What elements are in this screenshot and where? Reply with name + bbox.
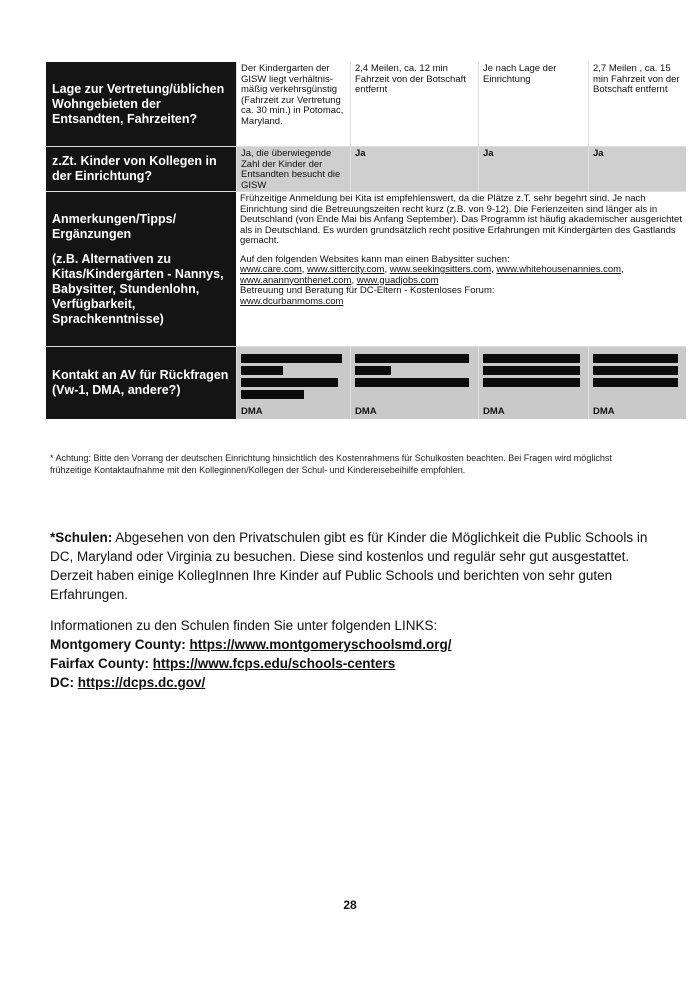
link-sittercity[interactable]: www.sittercity.com bbox=[307, 264, 385, 275]
school-link-row bbox=[50, 654, 660, 673]
school-link-label: DC: bbox=[50, 675, 74, 690]
babysitter-intro: Auf den folgenden Websites kann man einen Babysitter suchen: bbox=[240, 253, 510, 265]
contact-label: DMA bbox=[593, 405, 615, 417]
schools-label: *Schulen: bbox=[50, 530, 113, 545]
redaction-bar bbox=[241, 390, 304, 399]
row-header: z.Zt. Kinder von Kollegen in der Einrichtung? bbox=[46, 147, 236, 191]
table-cell: Ja, die überwiegende Zahl der Kinder der Entsandten besucht die GISW bbox=[236, 147, 350, 191]
babysitter-links: www.care.com, www.sittercity.com, www.seekingsitters.com, www.whitehousenannies.com, www.anannyonthenet.com, www.guadjobs.com bbox=[240, 264, 624, 286]
dc-link[interactable]: https://dcps.dc.gov/ bbox=[77, 675, 206, 690]
tips-paragraph: Frühzeitige Anmeldung bei Kita ist empfehlenswert, da die Plätze z.T. sehr begehrt sind. Je nach Einrichtung sind die Betreuungszeiten recht kurz (z.B. von 9-12). Die Ferienzeiten sind länger als in Deutschland (von Ende Mai bis Anfang September). Das Programm ist häufig akademischer ausgerichtet als in Deutschland. Es wurden grundsätzlich recht positive Erfahrungen mit Kindergärten des Gastlands gemacht. bbox=[240, 193, 682, 246]
redaction-bar bbox=[593, 378, 678, 387]
info-table bbox=[46, 62, 686, 419]
contact-cell bbox=[588, 347, 686, 419]
contact-cell bbox=[350, 347, 478, 419]
table-cell: Der Kindergarten der GISW liegt verhältnis-mäßig verkehrsgünstig (Fahrzeit zur Vertretung ca. 30 min.) in Potomac, Maryland. bbox=[236, 62, 350, 146]
fairfax-link[interactable]: https://www.fcps.edu/schools-centers bbox=[152, 656, 396, 671]
contact-label: DMA bbox=[241, 405, 263, 417]
row-header: Kontakt an AV für Rückfragen (Vw-1, DMA, andere?) bbox=[46, 347, 236, 419]
redaction-bar bbox=[241, 366, 283, 375]
page-number: 28 bbox=[343, 898, 357, 912]
contact-cell bbox=[236, 347, 350, 419]
schools-info: Informationen zu den Schulen finden Sie unter folgenden LINKS: bbox=[50, 618, 438, 633]
link-anannyonthenet[interactable]: www.anannyonthenet.com bbox=[240, 274, 352, 286]
montgomery-link[interactable]: https://www.montgomeryschoolsmd.org/ bbox=[189, 637, 452, 652]
contact-cell bbox=[478, 347, 588, 419]
link-dcurbanmoms[interactable]: www.dcurbanmoms.com bbox=[240, 295, 344, 307]
table-cell: 2,4 Meilen, ca. 12 min Fahrzeit von der Botschaft entfernt bbox=[350, 62, 478, 146]
school-link-label: Fairfax County: bbox=[50, 656, 150, 671]
school-link-row bbox=[50, 635, 660, 654]
contact-label: DMA bbox=[483, 405, 505, 417]
forum-label: Betreuung und Beratung für DC-Eltern - Kostenloses Forum: bbox=[240, 285, 495, 296]
redaction-bar bbox=[355, 378, 469, 387]
table-row bbox=[46, 192, 686, 347]
row-header: Lage zur Vertretung/üblichen Wohngebieten der Entsandten, Fahrzeiten? bbox=[46, 62, 236, 146]
link-whitehousenannies[interactable]: www.whitehousenannies.com bbox=[496, 264, 622, 275]
schools-text: Abgesehen von den Privatschulen gibt es für Kinder die Möglichkeit die Public Schools in DC, Maryland oder Virginia zu besuchen. Diese sind kostenlos und regulär sehr gut ausgestattet. Derzeit haben einige KollegInnen Ihre Kinder auf Public Schools und berichten von sehr guten Erfahrungen. bbox=[50, 530, 648, 602]
table-cell: 2,7 Meilen , ca. 15 min Fahrzeit von der Botschaft entfernt bbox=[588, 62, 686, 146]
table-row bbox=[46, 147, 686, 192]
table-row bbox=[46, 62, 686, 147]
contact-label: DMA bbox=[355, 405, 377, 417]
redaction-bar bbox=[241, 378, 338, 387]
school-link-row bbox=[50, 673, 660, 692]
redaction-bar bbox=[593, 366, 678, 375]
school-link-label: Montgomery County: bbox=[50, 637, 186, 652]
table-row bbox=[46, 347, 686, 419]
table-cell: Ja bbox=[350, 147, 478, 191]
redaction-bar bbox=[355, 366, 391, 375]
tips-cell bbox=[236, 192, 686, 346]
redaction-bar bbox=[355, 354, 469, 363]
link-care[interactable]: www.care.com bbox=[240, 264, 302, 275]
redaction-bar bbox=[483, 366, 580, 375]
link-seekingsitters[interactable]: www.seekingsitters.com bbox=[389, 264, 492, 275]
footnote: * Achtung: Bitte den Vorrang der deutschen Einrichtung hinsichtlich des Kostenrahmens für Schulkosten beachten. Bei Fragen wird möglichst frühzeitige Kontaktaufnahme mit den Kolleginnen/Kollegen der Schul- und Kindereisebeihilfe empfohlen. bbox=[50, 453, 612, 475]
table-cell: Je nach Lage der Einrichtung bbox=[478, 62, 588, 146]
schools-section bbox=[50, 528, 660, 692]
redaction-bar bbox=[483, 354, 580, 363]
row-header: Anmerkungen/Tipps/ Ergänzungen (z.B. Alternativen zu Kitas/Kindergärten - Nannys, Babysitter, Stundenlohn, Verfügbarkeit, Sprachkenntnisse) bbox=[46, 192, 236, 346]
table-cell: Ja bbox=[588, 147, 686, 191]
schools-paragraph bbox=[50, 528, 660, 604]
link-guadjobs[interactable]: www.guadjobs.com bbox=[356, 274, 439, 286]
table-cell: Ja bbox=[478, 147, 588, 191]
redaction-bar bbox=[483, 378, 580, 387]
redaction-bar bbox=[593, 354, 678, 363]
redaction-bar bbox=[241, 354, 342, 363]
